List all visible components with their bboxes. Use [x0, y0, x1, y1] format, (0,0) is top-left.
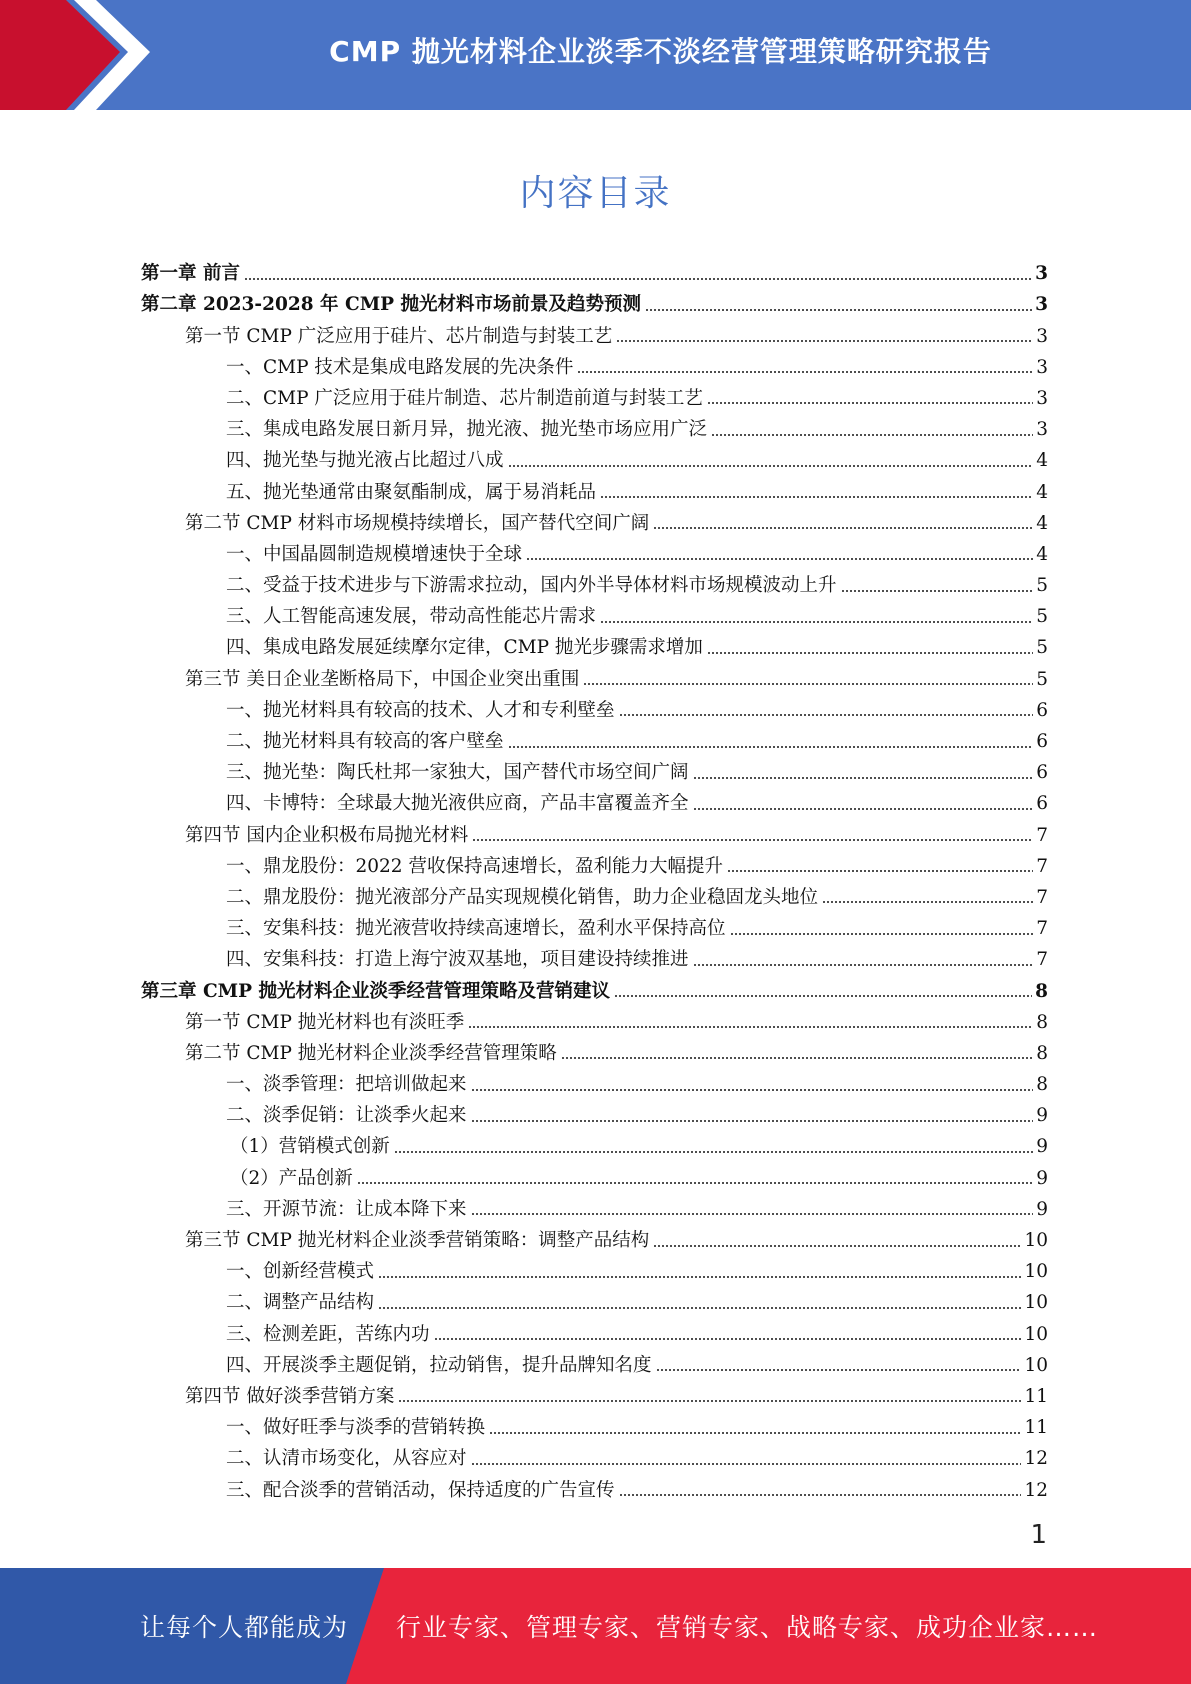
toc-entry-page-number: 7	[1036, 886, 1048, 908]
toc-entry-page-number: 7	[1036, 824, 1048, 846]
toc-dot-leader	[583, 682, 1033, 687]
toc-dot-leader	[577, 370, 1033, 375]
toc-entry-page-number: 10	[1024, 1354, 1048, 1376]
header-banner	[0, 0, 1191, 110]
toc-entry-title: 三、配合淡季的营销活动，保持适度的广告宣传	[226, 1479, 615, 1501]
toc-entry[interactable]	[141, 1035, 1048, 1066]
toc-dot-leader	[730, 931, 1034, 936]
toc-entry-page-number: 9	[1036, 1136, 1048, 1158]
toc-entry-page-number: 4	[1036, 481, 1048, 503]
toc-dot-leader	[614, 994, 1032, 999]
toc-entry-title: 一、中国晶圆制造规模增速快于全球	[226, 543, 523, 565]
toc-dot-leader	[378, 1305, 1021, 1310]
toc-entry[interactable]	[141, 255, 1048, 286]
toc-dot-leader	[244, 276, 1032, 281]
toc-dot-leader	[600, 495, 1033, 500]
toc-entry-page-number: 3	[1036, 387, 1048, 409]
toc-entry-page-number: 10	[1024, 1261, 1048, 1283]
toc-entry[interactable]	[141, 442, 1048, 473]
toc-entry-page-number: 6	[1036, 793, 1048, 815]
toc-dot-leader	[357, 1181, 1033, 1186]
toc-entry-page-number: 6	[1036, 731, 1048, 752]
footer-slogan-left: 让每个人都能成为	[140, 1613, 349, 1642]
toc-dot-leader	[707, 650, 1033, 655]
toc-entry-title: 三、集成电路发展日新月异，抛光液、抛光垫市场应用广泛	[226, 419, 708, 441]
toc-entry[interactable]	[141, 536, 1048, 567]
toc-entry[interactable]	[141, 286, 1048, 317]
toc-entry[interactable]	[141, 1191, 1048, 1222]
toc-dot-leader	[526, 557, 1033, 562]
toc-entry-title: 第一章 前言	[141, 263, 240, 285]
toc-entry[interactable]	[141, 660, 1048, 691]
toc-entry-page-number: 10	[1024, 1292, 1048, 1314]
toc-dot-leader	[653, 526, 1033, 531]
toc-entry-title: 一、CMP 技术是集成电路发展的先决条件	[226, 356, 574, 378]
toc-entry-title: 三、抛光垫：陶氏杜邦一家独大，国产替代市场空间广阔	[226, 762, 689, 784]
toc-entry[interactable]	[141, 1253, 1048, 1284]
toc-entry-page-number: 9	[1036, 1167, 1048, 1189]
toc-entry-page-number: 8	[1036, 1074, 1048, 1096]
toc-entry[interactable]	[141, 473, 1048, 504]
toc-dot-leader	[645, 307, 1032, 312]
toc-entry[interactable]	[141, 1097, 1048, 1128]
toc-entry-title: 一、抛光材料具有较高的技术、人才和专利壁垒	[226, 699, 615, 721]
toc-dot-leader	[822, 900, 1033, 905]
toc-entry-page-number: 3	[1036, 325, 1048, 347]
toc-dot-leader	[693, 806, 1034, 811]
toc-entry-title: 第四节 国内企业积极布局抛光材料	[185, 824, 469, 846]
toc-entry-title: 第二节 CMP 材料市场规模持续增长，国产替代空间广阔	[185, 512, 650, 534]
toc-dot-leader	[471, 1087, 1034, 1092]
toc-entry-page-number: 12	[1024, 1479, 1048, 1501]
toc-dot-leader	[619, 713, 1034, 718]
toc-dot-leader	[468, 1025, 1033, 1030]
toc-dot-leader	[378, 1274, 1021, 1279]
toc-entry-page-number: 11	[1024, 1385, 1048, 1407]
report-title: CMP 抛光材料企业淡季不淡经营管理策略研究报告	[329, 35, 992, 68]
toc-entry[interactable]	[141, 1315, 1048, 1346]
toc-entry[interactable]	[141, 1378, 1048, 1409]
toc-entry-title: 二、CMP 广泛应用于硅片制造、芯片制造前道与封装工艺	[226, 387, 703, 409]
toc-dot-leader	[471, 1212, 1034, 1217]
toc-entry-title: 三、开源节流：让成本降下来	[226, 1198, 467, 1220]
toc-entry[interactable]	[141, 567, 1048, 598]
toc-entry-page-number: 10	[1024, 1323, 1048, 1345]
toc-entry-title: 一、淡季管理：把培训做起来	[226, 1074, 467, 1096]
toc-entry[interactable]	[141, 349, 1048, 380]
toc-entry-title: （1）营销模式创新	[230, 1136, 390, 1158]
toc-entry[interactable]	[141, 1159, 1048, 1190]
toc-entry-page-number: 8	[1036, 1042, 1048, 1064]
toc-entry-title: 二、鼎龙股份：抛光液部分产品实现规模化销售，助力企业稳固龙头地位	[226, 886, 819, 908]
toc-dot-leader	[653, 1243, 1021, 1248]
toc-dot-leader	[656, 1368, 1022, 1373]
toc-entry-title: 四、安集科技：打造上海宁波双基地，项目建设持续推进	[226, 949, 689, 971]
toc-entry-title: 第二节 CMP 抛光材料企业淡季经营管理策略	[185, 1042, 557, 1064]
toc-entry-page-number: 12	[1024, 1448, 1048, 1470]
toc-dot-leader	[711, 432, 1033, 437]
toc-dot-leader	[616, 339, 1033, 344]
toc-entry[interactable]	[141, 598, 1048, 629]
header-arrow-graphic	[0, 0, 150, 110]
footer-banner	[0, 1568, 1191, 1684]
toc-entry[interactable]	[141, 380, 1048, 411]
toc-entry[interactable]	[141, 692, 1048, 723]
toc-entry-title: 四、卡博特：全球最大抛光液供应商，产品丰富覆盖齐全	[226, 793, 689, 815]
toc-entry[interactable]	[141, 1066, 1048, 1097]
toc-entry[interactable]	[141, 941, 1048, 972]
toc-entry-title: 四、开展淡季主题促销，拉动销售，提升品牌知名度	[226, 1354, 652, 1376]
toc-entry[interactable]	[141, 816, 1048, 847]
toc-entry-title: 第一节 CMP 广泛应用于硅片、芯片制造与封装工艺	[185, 325, 613, 347]
toc-entry-page-number: 7	[1036, 918, 1048, 940]
toc-entry[interactable]	[141, 879, 1048, 910]
toc-entry-page-number: 7	[1036, 949, 1048, 971]
toc-entry-title: 三、人工智能高速发展，带动高性能芯片需求	[226, 606, 597, 628]
toc-dot-leader	[471, 1118, 1034, 1123]
toc-dot-leader	[727, 869, 1033, 874]
toc-entry[interactable]	[141, 1222, 1048, 1253]
toc-entry-page-number: 9	[1036, 1105, 1048, 1127]
toc-entry-page-number: 4	[1036, 543, 1048, 565]
toc-entry-title: 三、检测差距，苦练内功	[226, 1323, 430, 1345]
toc-entry-page-number: 8	[1035, 980, 1048, 1002]
toc-entry[interactable]	[141, 1128, 1048, 1159]
toc-dot-leader	[472, 838, 1033, 843]
toc-entry-title: 二、淡季促销：让淡季火起来	[226, 1105, 467, 1127]
toc-entry-title: 第一节 CMP 抛光材料也有淡旺季	[185, 1011, 465, 1033]
toc-entry[interactable]	[141, 848, 1048, 879]
toc-entry[interactable]	[141, 1409, 1048, 1440]
toc-dot-leader	[471, 1461, 1022, 1466]
toc-dot-leader	[600, 619, 1033, 624]
toc-dot-leader	[561, 1056, 1033, 1061]
toc-entry-page-number: 5	[1036, 575, 1048, 597]
toc-dot-leader	[398, 1399, 1021, 1404]
toc-entry-page-number: 6	[1036, 699, 1048, 721]
toc-entry[interactable]	[141, 1471, 1048, 1502]
toc-dot-leader	[434, 1337, 1022, 1342]
toc-entry-title: 二、受益于技术进步与下游需求拉动，国内外半导体材料市场规模波动上升	[226, 575, 837, 597]
toc-entry-title: 二、认清市场变化，从容应对	[226, 1448, 467, 1470]
toc-entry-title: 第三节 CMP 抛光材料企业淡季营销策略：调整产品结构	[185, 1230, 650, 1251]
toc-entry[interactable]	[141, 317, 1048, 348]
toc-dot-leader	[841, 588, 1034, 593]
toc-entry-title: 第四节 做好淡季营销方案	[185, 1385, 395, 1407]
toc-entry-page-number: 7	[1036, 855, 1048, 877]
toc-entry-page-number: 5	[1036, 668, 1048, 690]
toc-entry-page-number: 6	[1036, 762, 1048, 784]
toc-dot-leader	[693, 775, 1034, 780]
toc-dot-leader	[394, 1149, 1033, 1154]
toc-entry-page-number: 5	[1036, 606, 1048, 628]
toc-entry-page-number: 3	[1035, 294, 1048, 316]
toc-entry-title: （2）产品创新	[230, 1167, 353, 1189]
toc-entry-title: 四、抛光垫与抛光液占比超过八成	[226, 450, 504, 472]
toc-entry-page-number: 3	[1036, 419, 1048, 441]
toc-entry[interactable]	[141, 505, 1048, 536]
toc-entry-title: 第三章 CMP 抛光材料企业淡季经营管理策略及营销建议	[141, 980, 610, 1002]
toc-entry-page-number: 5	[1036, 637, 1048, 659]
footer-slogan-right: 行业专家、管理专家、营销专家、战略专家、成功企业家……	[396, 1613, 1099, 1642]
toc-entry-title: 一、做好旺季与淡季的营销转换	[226, 1417, 486, 1439]
toc-entry[interactable]	[141, 910, 1048, 941]
toc-entry-page-number: 11	[1024, 1417, 1048, 1439]
toc-entry-title: 第二章 2023-2028 年 CMP 抛光材料市场前景及趋势预测	[141, 294, 642, 316]
toc-entry[interactable]	[141, 629, 1048, 660]
toc-dot-leader	[707, 401, 1033, 406]
toc-entry-title: 第三节 美日企业垄断格局下，中国企业突出重围	[185, 668, 580, 690]
toc-entry[interactable]	[141, 1440, 1048, 1471]
toc-entry[interactable]	[141, 411, 1048, 442]
toc-entry-page-number: 8	[1036, 1011, 1048, 1033]
toc-entry[interactable]	[141, 785, 1048, 816]
toc-entry[interactable]	[141, 754, 1048, 785]
toc-entry[interactable]	[141, 1284, 1048, 1315]
table-of-contents	[141, 255, 1048, 1503]
toc-entry-page-number: 9	[1036, 1198, 1048, 1220]
toc-entry-title: 五、抛光垫通常由聚氨酯制成，属于易消耗品	[226, 481, 597, 503]
toc-entry-page-number: 4	[1036, 450, 1048, 472]
toc-dot-leader	[693, 962, 1034, 967]
toc-heading: 内容目录	[519, 173, 672, 214]
toc-dot-leader	[508, 744, 1034, 749]
toc-entry-title: 一、鼎龙股份：2022 营收保持高速增长，盈利能力大幅提升	[226, 855, 723, 877]
toc-entry-title: 二、调整产品结构	[226, 1292, 375, 1314]
toc-entry-page-number: 4	[1036, 512, 1048, 534]
toc-entry-title: 三、安集科技：抛光液营收持续高速增长，盈利水平保持高位	[226, 918, 726, 940]
toc-entry[interactable]	[141, 972, 1048, 1003]
toc-dot-leader	[489, 1430, 1021, 1435]
toc-entry-title: 一、创新经营模式	[226, 1261, 375, 1283]
toc-entry-title: 二、抛光材料具有较高的客户壁垒	[226, 731, 504, 752]
toc-entry-page-number: 10	[1024, 1230, 1048, 1251]
toc-entry[interactable]	[141, 1004, 1048, 1035]
toc-entry-page-number: 3	[1035, 263, 1048, 285]
toc-entry-page-number: 3	[1036, 356, 1048, 378]
toc-dot-leader	[508, 463, 1034, 468]
toc-entry[interactable]	[141, 1347, 1048, 1378]
page-number: 1	[1030, 1520, 1047, 1550]
toc-entry-title: 四、集成电路发展延续摩尔定律，CMP 抛光步骤需求增加	[226, 637, 703, 659]
toc-entry[interactable]	[141, 723, 1048, 754]
toc-dot-leader	[619, 1493, 1022, 1498]
